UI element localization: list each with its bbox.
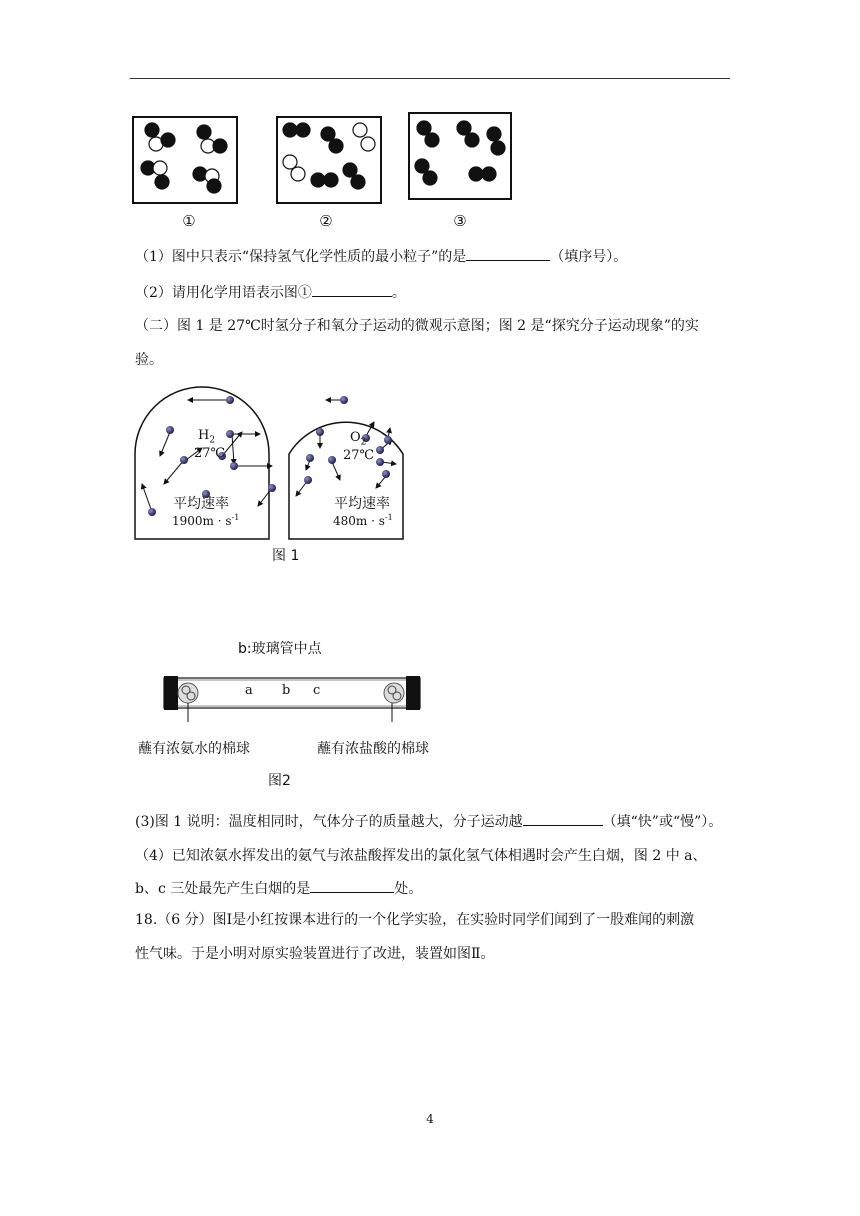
q4-text: b、c 三处最先产生白烟的是 <box>135 881 311 897</box>
figure-label-3: ③ <box>453 212 467 230</box>
question-1 <box>135 246 735 267</box>
o2-temperature: 27℃ <box>343 448 375 463</box>
o2-speed-caption: 平均速率 <box>334 496 390 512</box>
question-3 <box>135 811 735 832</box>
q2-text-after: 。 <box>391 285 406 301</box>
hydrochloric-acid-label: 蘸有浓盐酸的棉球 <box>317 741 429 757</box>
question-4-line2 <box>135 878 735 899</box>
header-rule <box>130 78 730 79</box>
q1-answer-blank[interactable] <box>466 246 550 261</box>
o2-speed: $480m \cdot s^{-1}$ <box>333 513 393 528</box>
particle-box-1 <box>132 116 238 204</box>
figure-label-1: ① <box>182 212 196 230</box>
q1-text: （1）图中只表示“保持氢气化学性质的最小粒子”的是 <box>135 249 467 265</box>
molecule <box>141 123 227 193</box>
ammonia-label: 蘸有浓氨水的棉球 <box>138 741 250 757</box>
point-a: a <box>245 683 253 698</box>
q3-text: (3)图 1 说明：温度相同时，气体分子的质量越大，分子运动越 <box>135 814 523 830</box>
part2-intro-line1: （二）图 1 是 27℃时氢分子和氧分子运动的微观示意图；图 2 是“探究分子运动现象”的实 <box>135 318 699 334</box>
q3-answer-blank[interactable] <box>523 811 603 826</box>
q3-text-after: （填“快”或“慢”）。 <box>602 814 723 830</box>
question-18-line2: 性气味。于是小明对原实验装置进行了改进，装置如图Ⅱ。 <box>135 946 495 962</box>
question-2 <box>135 282 735 303</box>
q2-answer-blank[interactable] <box>312 282 392 297</box>
part2-intro-line2: 验。 <box>135 352 163 368</box>
h2-speed: $1900m \cdot s^{-1}$ <box>172 513 240 528</box>
particle-box-2 <box>276 116 382 204</box>
glass-tube-diagram <box>160 672 424 722</box>
particle-diagram-3 <box>410 114 510 198</box>
particle-diagram-1 <box>134 118 236 202</box>
h2-formula: $H_2$ <box>198 428 216 446</box>
figure-2-title: b:玻璃管中点 <box>238 641 322 657</box>
figure-1-label: 图 1 <box>272 548 300 564</box>
page-number: 4 <box>426 1112 434 1126</box>
point-c: c <box>313 683 321 698</box>
o2-formula: $O_2$ <box>350 430 367 448</box>
q2-text: （2）请用化学用语表示图① <box>135 285 312 301</box>
glass-tube <box>164 678 420 708</box>
particle-box-3 <box>408 112 512 200</box>
q4-text-after: 处。 <box>394 881 423 897</box>
question-18-line1: 18.（6 分）图Ⅰ是小红按课本进行的一个化学实验，在实验时同学们闻到了一股难闻的刺激 <box>135 912 695 928</box>
question-4-line1: （4）已知浓氨水挥发出的氨气与浓盐酸挥发出的氯化氢气体相遇时会产生白烟，图 2 中 a、 <box>135 848 707 864</box>
point-b: b <box>282 683 291 698</box>
right-cotton-ball <box>384 683 404 703</box>
figure-2-label: 图2 <box>268 773 291 789</box>
particle-diagram-2 <box>278 118 380 202</box>
left-stopper <box>164 676 178 710</box>
q1-text-after: （填序号）。 <box>550 249 628 265</box>
left-cotton-ball <box>178 683 198 703</box>
h2-speed-caption: 平均速率 <box>173 496 229 512</box>
figure-label-2: ② <box>319 212 333 230</box>
h2-temperature: 27℃ <box>194 446 226 461</box>
right-stopper <box>406 676 420 710</box>
q4-answer-blank[interactable] <box>310 878 394 893</box>
